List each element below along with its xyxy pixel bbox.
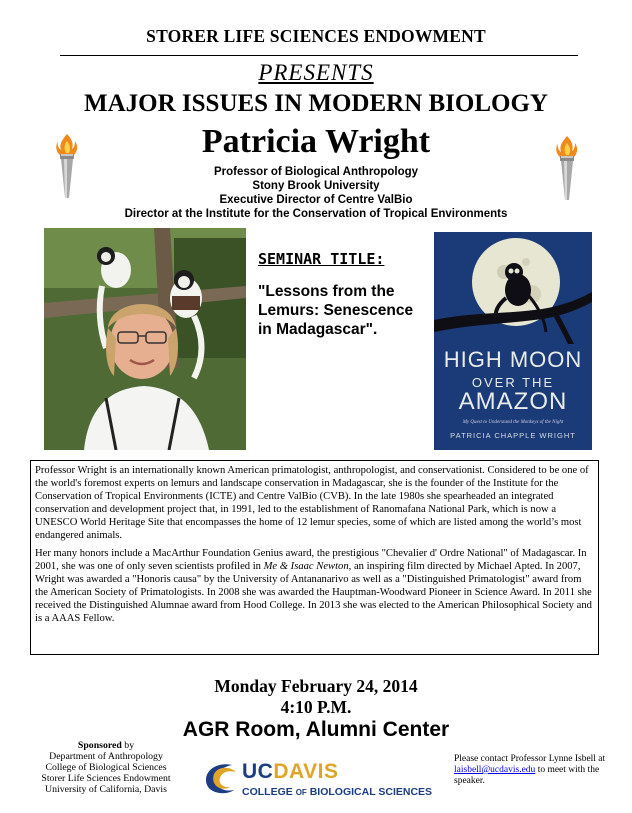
book-title-amazon: AMAZON [458, 388, 568, 415]
book-title-high: HIGH [443, 347, 503, 372]
speaker-photo [44, 228, 246, 450]
logo-uc: UC [242, 760, 274, 783]
book-author: PATRICIA CHAPPLE WRIGHT [450, 431, 576, 440]
book-subtitle: My Quest to Understand the Monkeys of the Night [462, 420, 564, 425]
credential-line: Stony Brook University [252, 180, 380, 192]
ucdavis-logo [198, 760, 453, 802]
sponsor-by: by [121, 740, 135, 751]
bio-text: , an inspiring film directed by Michael Apted. In 2007, Wright was awarded a "Honoris causa" by the University of Antananarivo as well as a "Distinguished Primatologist" award from the American Society of Primatologists. In 2008 she was awarded the Hauptman-Woodward Pioneer in Science Award. In 2011 she received the Distinguished Alumnae award from Hood College. In 2013 she was elected to the American Philosophical Society and is a AAAS Fellow. [35, 561, 592, 624]
ucdavis-mark-icon [204, 762, 238, 796]
bio-box [30, 460, 599, 655]
logo-bio: BIOLOGICAL SCIENCES [309, 786, 433, 798]
sponsor-heading [36, 740, 176, 751]
logo-college-line [242, 786, 432, 798]
moon-illustration [434, 232, 592, 344]
sponsor-line: University of California, Davis [45, 784, 167, 795]
bio-text: Her many honors include a MacArthur Foundation Genius award, the prestigious "Chevalier d' Ordre National" of Madagascar. In 2001, she was one of only seven scientists profiled in [35, 548, 587, 572]
book-title-moon: MOON [509, 347, 583, 372]
sponsor-block [36, 740, 176, 795]
event-location: AGR Room, Alumni Center [182, 718, 450, 741]
book-title-over: OVER THE [471, 375, 555, 390]
logo-davis: DAVIS [273, 760, 339, 783]
endowment-heading: STORER LIFE SCIENCES ENDOWMENT [146, 26, 486, 46]
credential-line: Professor of Biological Anthropology [213, 166, 419, 178]
contact-text: to meet with the speaker. [454, 765, 600, 786]
book-cover [434, 232, 592, 450]
torch-icon-left [52, 132, 82, 200]
logo-college: COLLEGE [242, 786, 293, 798]
torch-icon-right [552, 134, 582, 202]
series-title: MAJOR ISSUES IN MODERN BIOLOGY [84, 90, 548, 117]
event-time: 4:10 P.M. [280, 697, 352, 717]
bio-paragraph-1: Professor Wright is an internationally known American primatologist, anthropologist, and conservationist. Considered to be one of the world's foremost experts on lemurs and landscape conservation in Madagascar, she is the founder of the Institute for the Conservation of Tropical Environments (ICTE) and Centre ValBio (CVB). In the late 1980s she spearheaded an integrated conservation and development project that, in 1991, led to the establishment of Ranomafana National Park, which is now a UNESCO World Heritage Site that encompasses the home of 12 lemur species, some of which are listed among the world’s most endangered animals. [35, 465, 589, 541]
sponsor-label: Sponsored [77, 740, 122, 751]
credential-line: Executive Director of Centre ValBio [219, 194, 413, 206]
seminar-heading: SEMINAR TITLE: [258, 250, 385, 268]
ucdavis-wordmark [242, 760, 338, 784]
speaker-name: Patricia Wright [201, 123, 431, 160]
sponsor-line: Storer Life Sciences Endowment [41, 773, 171, 784]
contact-block [454, 754, 619, 787]
bio-paragraph-2 [35, 547, 594, 625]
header-rule [60, 55, 578, 56]
event-date: Monday February 24, 2014 [214, 676, 418, 696]
seminar-title: "Lessons from the Lemurs: Senescence in Madagascar". [258, 283, 414, 338]
credential-line: Director at the Institute for the Conservation of Tropical Environments [124, 208, 508, 220]
film-title: Me & Isaac Newton [263, 561, 349, 572]
contact-email-link[interactable]: laisbell@ucdavis.edu [454, 765, 536, 775]
sponsor-line: Department of Anthropology [49, 751, 163, 762]
sponsor-line: College of Biological Sciences [45, 762, 167, 773]
logo-of: OF [295, 788, 307, 797]
contact-text: Please contact Professor Lynne Isbell at [454, 754, 606, 764]
presents-label: PRESENTS [258, 60, 374, 85]
